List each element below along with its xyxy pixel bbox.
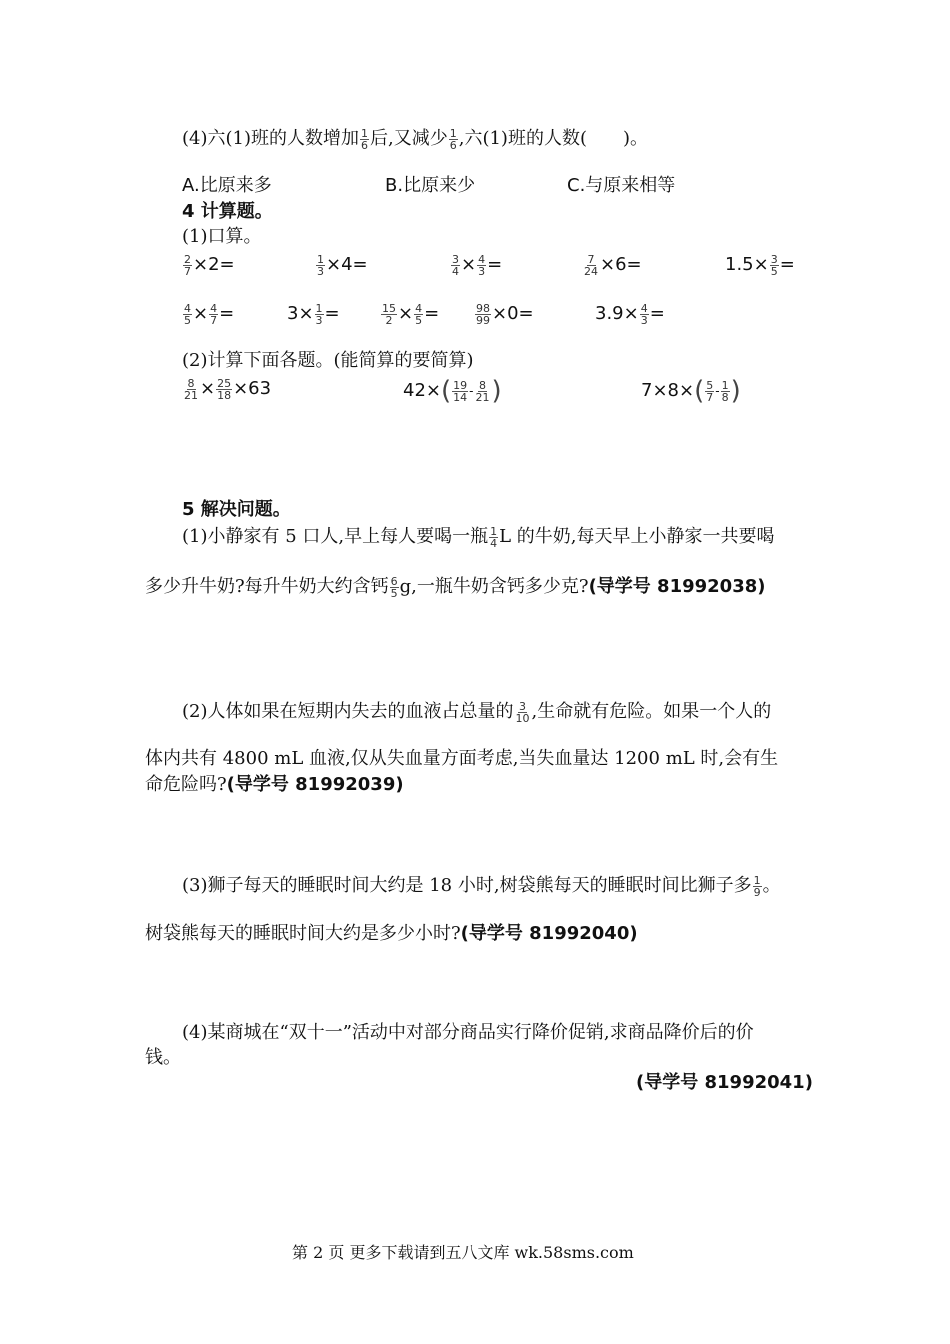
oral-item: 3.9× $\frac{4}{3}$ = xyxy=(595,303,665,325)
calc-expression-1: $\frac{8}{21}$ × $\frac{25}{18}$ ×63 xyxy=(184,378,272,400)
oral-item: $\frac{2}{7}$ ×2= xyxy=(184,254,235,276)
section-4-sub2: (2)计算下面各题。(能简算的要简算) xyxy=(182,350,474,371)
problem-4-line-2: 钱。 xyxy=(145,1047,181,1068)
oral-item: $\frac{7}{24}$ ×6= xyxy=(584,254,642,276)
problem-3-line-2: 树袋熊每天的睡眠时间大约是多少小时?(导学号 81992040) xyxy=(145,923,638,944)
oral-item: 1.5× $\frac{3}{5}$ = xyxy=(725,254,795,276)
oral-item: $\frac{1}{3}$ ×4= xyxy=(317,254,368,276)
section-5-title: 5 解决问题。 xyxy=(182,499,291,520)
question-4-4: (4)六(1)班的人数增加 $\frac{1}{6}$ 后,又减少 $\frac{1}{6}$ ,六(1)班的人数( )。 xyxy=(182,128,648,150)
fraction: $\frac{1}{6}$ xyxy=(361,128,368,150)
problem-2-line-1: (2)人体如果在短期内失去的血液占总量的 $\frac{3}{10}$ ,生命就有危险。如果一个人的 xyxy=(182,701,772,723)
oral-item: 3× $\frac{1}{3}$ = xyxy=(287,303,340,325)
problem-2-line-3: 命危险吗?(导学号 81992039) xyxy=(145,774,404,795)
section-4-sub1: (1)口算。 xyxy=(182,226,262,247)
ref-number: (导学号 81992038) xyxy=(588,576,766,597)
oral-item: $\frac{15}{2}$ × $\frac{4}{5}$ = xyxy=(382,303,440,325)
ref-number: (导学号 81992040) xyxy=(460,923,638,944)
option-a: A.比原来多 xyxy=(182,175,272,196)
problem-3-line-1: (3)狮子每天的睡眠时间大约是 18 小时,树袋熊每天的睡眠时间比狮子多 $\frac{1}{9}$ 。 xyxy=(182,875,781,897)
problem-2-line-2: 体内共有 4800 mL 血液,仅从失血量方面考虑,当失血量达 1200 mL 时,会有生 xyxy=(145,748,779,769)
problem-4-line-1: (4)某商城在“双十一”活动中对部分商品实行降价促销,求商品降价后的价 xyxy=(182,1022,754,1043)
ref-number: (导学号 81992039) xyxy=(226,774,404,795)
calc-expression-3: 7×8× ( $\frac{5}{7}$ - $\frac{1}{8}$ ) xyxy=(641,378,741,404)
problem-4-ref: (导学号 81992041) xyxy=(636,1072,813,1093)
section-4-title: 4 计算题。 xyxy=(182,201,273,222)
option-b: B.比原来少 xyxy=(385,175,476,196)
oral-item: $\frac{98}{99}$ ×0= xyxy=(476,303,534,325)
option-c: C.与原来相等 xyxy=(567,175,676,196)
oral-item: $\frac{4}{5}$ × $\frac{4}{7}$ = xyxy=(184,303,235,325)
page-footer: 第 2 页 更多下载请到五八文库 wk.58sms.com xyxy=(292,1243,634,1262)
fraction: $\frac{1}{6}$ xyxy=(449,128,457,150)
oral-item: $\frac{3}{4}$ × $\frac{4}{3}$ = xyxy=(452,254,503,276)
problem-1-line-1: (1)小静家有 5 口人,早上每人要喝一瓶 $\frac{1}{4}$ L 的牛奶,每天早上小静家一共要喝 xyxy=(182,526,775,548)
problem-1-line-2: 多少升牛奶?每升牛奶大约含钙 $\frac{6}{5}$ g,一瓶牛奶含钙多少克?(导学号 81992038) xyxy=(145,576,766,598)
calc-expression-2: 42× ( $\frac{19}{14}$ - $\frac{8}{21}$ ) xyxy=(403,378,502,404)
